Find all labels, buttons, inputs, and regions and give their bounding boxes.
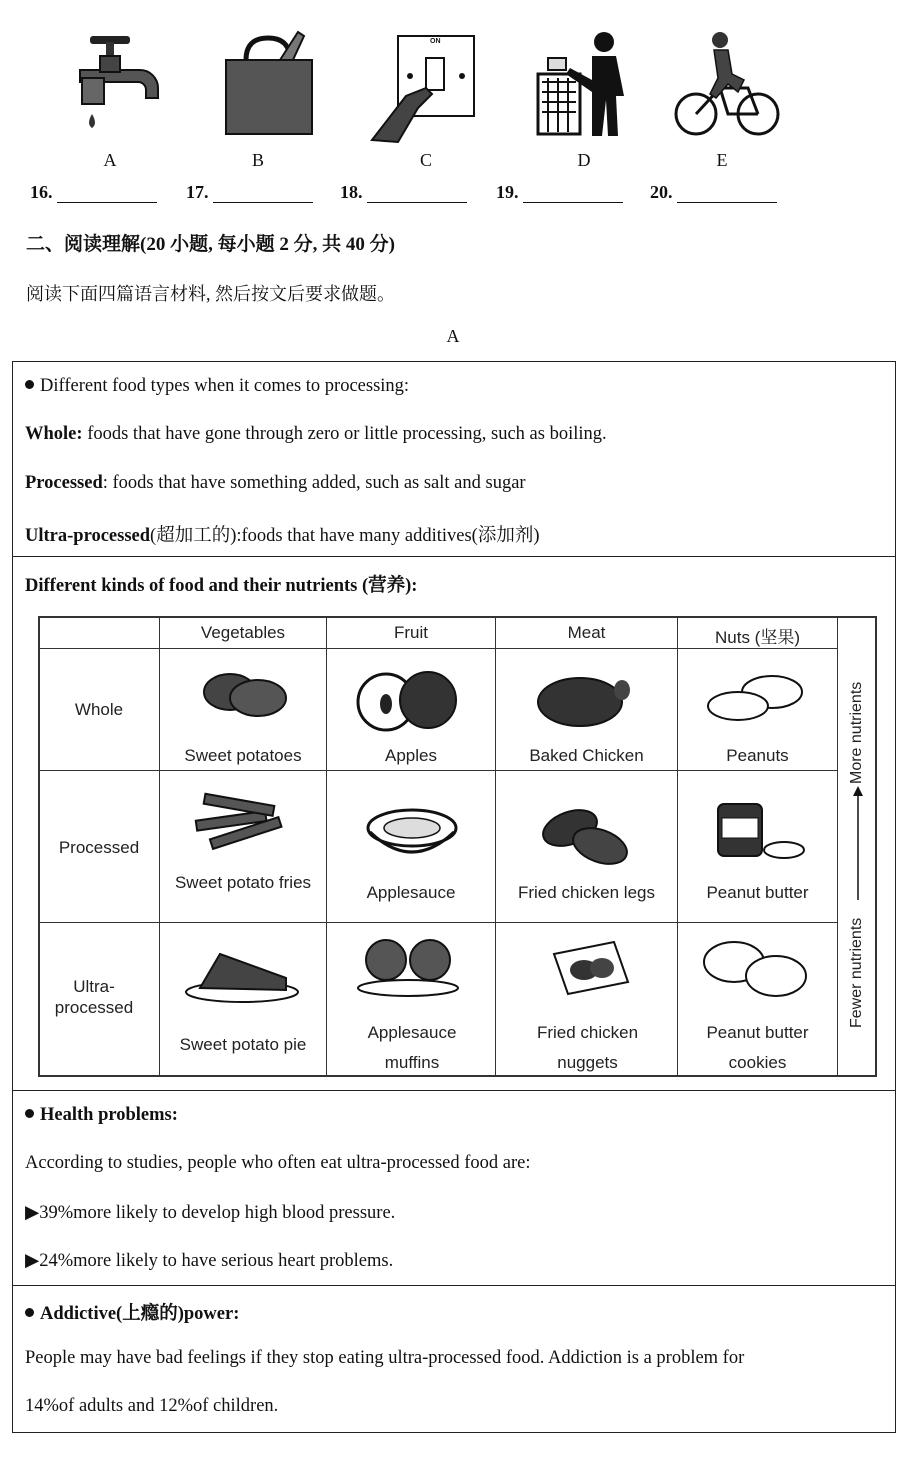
divider <box>12 556 896 557</box>
food-label: Baked Chicken <box>529 746 644 765</box>
food-label: Sweet potatoes <box>184 746 302 765</box>
bullet-icon <box>25 1308 34 1317</box>
axis-fewer-nutrients: Fewer nutrients <box>848 917 865 1028</box>
food-label: Fried chicken nuggets <box>536 1023 639 1072</box>
grid-line <box>38 922 838 923</box>
processed-definition: Processed: foods that have something added, such as salt and sugar <box>25 473 526 493</box>
apples-icon <box>352 664 462 739</box>
column-header: Fruit <box>394 623 428 642</box>
row-label: Whole <box>74 700 124 719</box>
health-intro: According to studies, people who often eat ultra-processed food are: <box>25 1153 531 1173</box>
picture-letter: A <box>103 150 117 170</box>
blank-18[interactable]: 18. <box>340 182 467 203</box>
bullet-icon <box>25 380 34 389</box>
row-label: Ultra-processed <box>54 977 134 1017</box>
grid-line <box>677 616 678 1077</box>
sweet-potato-pie-icon <box>180 944 300 1013</box>
peanut-butter-icon <box>712 798 812 873</box>
row-label: Processed <box>58 838 140 857</box>
blank-20[interactable]: 20. <box>650 182 777 203</box>
nutrients-heading: Different kinds of food and their nutrients (营养): <box>25 576 418 596</box>
addictive-text: 14%of adults and 12%of children. <box>25 1396 279 1416</box>
food-label: Apples <box>385 746 437 765</box>
food-label: Sweet potato pie <box>179 1035 307 1054</box>
column-header: Nuts (坚果) <box>715 628 800 647</box>
health-point: ▶39%more likely to develop high blood pressure. <box>25 1203 396 1223</box>
litter-bin-icon <box>534 30 654 140</box>
triangle-bullet-icon: ▶ <box>25 1251 40 1271</box>
picture-letter: B <box>251 150 264 170</box>
food-label: Peanuts <box>726 746 789 765</box>
bullet-icon <box>25 1109 34 1118</box>
blank-19[interactable]: 19. <box>496 182 623 203</box>
divider <box>12 1285 896 1286</box>
applesauce-icon <box>362 804 462 869</box>
addictive-heading: Addictive(上瘾的)power: <box>25 1299 239 1325</box>
food-label: Sweet potato fries <box>174 873 312 892</box>
food-label: Applesauce muffins <box>367 1023 457 1072</box>
fried-chicken-nuggets-icon <box>544 934 634 1003</box>
addictive-text: People may have bad feelings if they stop eating ultra-processed food. Addiction is a problem for <box>25 1348 745 1368</box>
sweet-potato-fries-icon <box>190 790 290 855</box>
fried-chicken-legs-icon <box>536 800 636 875</box>
picture-letter: D <box>577 150 591 170</box>
ultra-processed-definition: Ultra-processed(超加工的):foods that have many additives(添加剂) <box>25 526 540 546</box>
food-label: Peanut butter cookies <box>706 1023 809 1072</box>
axis-more-nutrients: More nutrients <box>848 681 865 784</box>
picture-letter: C <box>419 150 432 170</box>
peanuts-icon <box>702 668 812 733</box>
food-label: Peanut butter <box>706 883 809 902</box>
whole-definition: Whole: foods that have gone through zero or little processing, such as boiling. <box>25 424 607 444</box>
switch-on-label: ON <box>430 38 441 45</box>
section-title: 二、阅读理解(20 小题, 每小题 2 分, 共 40 分) <box>26 234 395 255</box>
food-label: Fried chicken legs <box>517 883 655 902</box>
picture-letter: E <box>716 150 728 170</box>
sweet-potatoes-icon <box>200 664 290 729</box>
blank-16[interactable]: 16. <box>30 182 157 203</box>
food-label: Applesauce <box>366 883 456 902</box>
passage-label: A <box>446 326 460 346</box>
light-switch-icon <box>370 30 490 140</box>
blank-17[interactable]: 17. <box>186 182 313 203</box>
health-heading: Health problems: <box>25 1105 178 1126</box>
instruction-text: 阅读下面四篇语言材料, 然后按文后要求做题。 <box>26 284 395 304</box>
water-tap-icon <box>70 30 190 140</box>
grid-line <box>38 770 838 771</box>
shopping-bag-icon <box>218 30 338 140</box>
bicycle-rider-icon <box>672 30 792 140</box>
grid-line <box>837 616 838 1077</box>
column-header: Meat <box>567 623 606 642</box>
grid-line <box>326 616 327 1077</box>
baked-chicken-icon <box>534 670 634 735</box>
triangle-bullet-icon: ▶ <box>25 1203 40 1223</box>
nutrient-arrow-icon <box>849 650 869 1030</box>
divider <box>12 1090 896 1091</box>
grid-line <box>38 648 838 649</box>
applesauce-muffins-icon <box>354 936 464 1005</box>
peanut-butter-cookies-icon <box>700 938 810 1007</box>
column-header: Vegetables <box>200 623 286 642</box>
grid-line <box>159 616 160 1077</box>
grid-line <box>495 616 496 1077</box>
health-point: ▶24%more likely to have serious heart problems. <box>25 1251 394 1271</box>
processing-heading: Different food types when it comes to processing: <box>25 376 409 397</box>
